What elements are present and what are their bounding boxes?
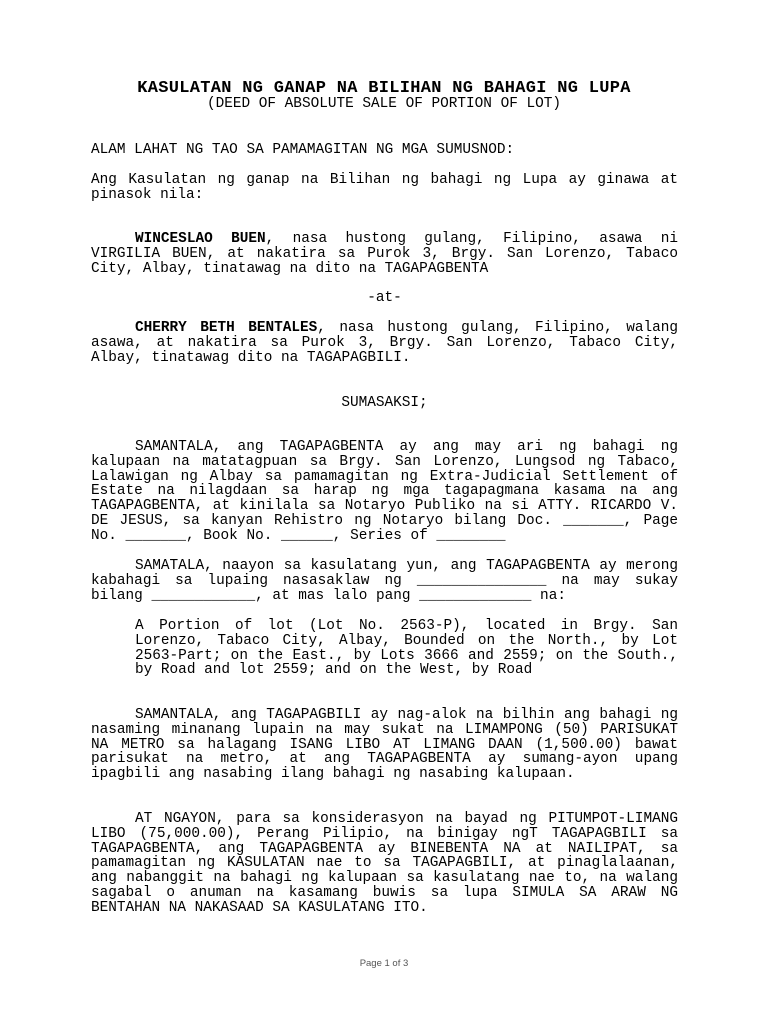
buyer-name: CHERRY BETH BENTALES <box>135 320 318 336</box>
document-title: KASULATAN NG GANAP NA BILIHAN NG BAHAGI NG LUPA <box>137 79 631 98</box>
witness-heading: SUMASAKSI; <box>341 395 428 411</box>
consideration-paragraph: AT NGAYON, para sa konsiderasyon na bayad ng PITUMPOT-LIMANG LIBO (75,000.00), Perang Pilipio, na binigay ngT TAGAPAGBILI sa TAGAPAGBENTA, ang TAGAPAGBENTA ay BINEBENTA NA at NAILIPAT, sa pamamagitan ng KASULATAN nae to sa TAGAPAGBILI, at pinaglalaanan, ang nabanggit na bahagi ng kalupaan sa kasulatang nae to, na walang sagabal o anuman na kasamang buwis sa lupa SIMULA SA ARAW NG BENTAHAN NA NAKASAAD SA KASULATANG ITO. <box>91 811 678 916</box>
buyer-paragraph <box>91 321 678 365</box>
whereas-paragraph-1: SAMANTALA, ang TAGAPAGBENTA ay ang may ari ng bahagi ng kalupaan na matatagpuan sa Brgy. San Lorenzo, Lungsod ng Tabaco, Lalawigan ng Albay sa pamamagitan ng Extra-Judicial Settlement of Estate na nilagdaan sa harap ng mga tagapagmana kasama na ang TAGAPAGBENTA, at kinilala sa Notaryo Publiko na si ATTY. RICARDO V. DE JESUS, sa kanyan Rehistro ng Notaryo bilang Doc. _______, Page No. _______, Book No. ______, Series of ________ <box>91 439 678 544</box>
page-number: Page 1 of 3 <box>359 958 409 969</box>
salutation: ALAM LAHAT NG TAO SA PAMAMAGITAN NG MGA SUMUSNOD: <box>91 142 515 158</box>
seller-name: WINCESLAO BUEN <box>135 231 266 247</box>
seller-paragraph <box>91 232 678 276</box>
document-subtitle: (DEED OF ABSOLUTE SALE OF PORTION OF LOT) <box>206 96 562 112</box>
intro-paragraph: Ang Kasulatan ng ganap na Bilihan ng bahagi ng Lupa ay ginawa at pinasok nila: <box>91 172 678 203</box>
whereas-paragraph-3: SAMANTALA, ang TAGAPAGBILI ay nag-alok na bilhin ang bahagi ng nasaming minanang lupain na may sukat na LIMAMPONG (50) PARISUKAT NA METRO sa halagang ISANG LIBO AT LIMANG DAAN (1,500.00) bawat parisukat na metro, at ang TAGAPAGBENTA ay sumang-ayon upang ipagbili ang nasabing ilang bahagi ng nasabing kalupaan. <box>91 707 678 783</box>
whereas-paragraph-2: SAMATALA, naayon sa kasulatang yun, ang TAGAPAGBENTA ay merong kabahagi sa lupaing nasasaklaw ng _______________ na may sukay bilang ____________, at mas lalo pang _____________ na: <box>91 558 678 604</box>
lot-description: A Portion of lot (Lot No. 2563-P), located in Brgy. San Lorenzo, Tabaco City, Albay, Bounded on the North., by Lot 2563-Part; on the East., by Lots 3666 and 2559; on the South., by Road and lot 2559; and on the West, by Road <box>135 618 678 679</box>
buyer-details: , nasa hustong gulang, Filipino, walang asawa, at nakatira sa Purok 3, Brgy. San Lorenzo, Tabaco City, Albay, tinatawag dito na TAGAPAGBILI. <box>91 320 679 366</box>
seller-details: , nasa hustong gulang, Filipino, asawa ni VIRGILIA BUEN, at nakatira sa Purok 3, Brgy. San Lorenzo, Tabaco City, Albay, tinatawag na dito na TAGAPAGBENTA <box>91 231 678 277</box>
party-separator: -at- <box>367 290 402 306</box>
